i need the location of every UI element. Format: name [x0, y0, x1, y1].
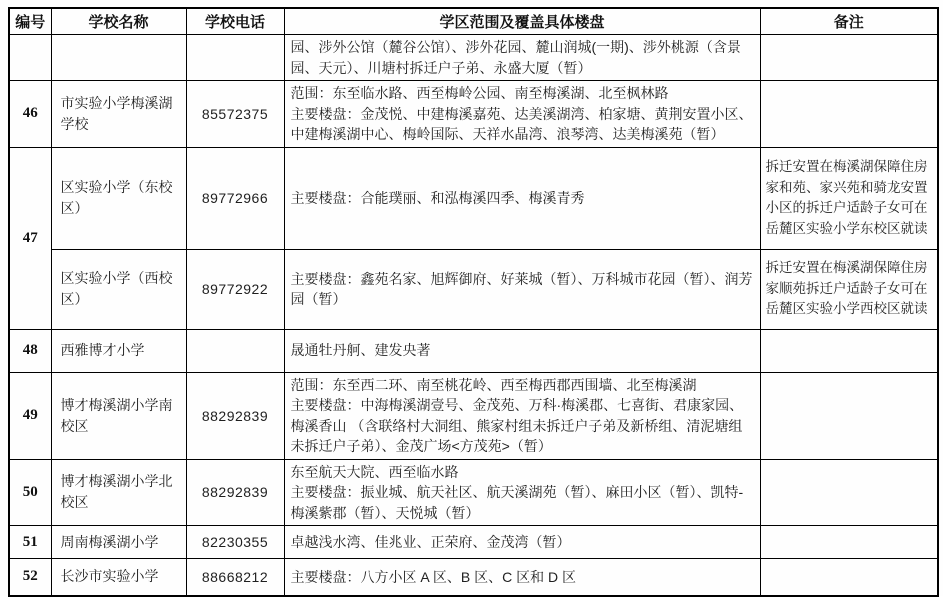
col-header-school-phone: 学校电话 [186, 8, 284, 35]
school-name-cell: 市实验小学梅溪湖学校 [51, 81, 186, 148]
estates-line: 主要楼盘：八方小区 A 区、B 区、C 区和 D 区 [290, 568, 576, 585]
estates-line: 主要楼盘：鑫苑名家、旭辉御府、好莱城（暂）、万科城市花园（暂）、润芳园（暂） [290, 270, 753, 307]
table-row-continuation [9, 35, 938, 81]
table-row-48 [9, 329, 938, 372]
table-header [9, 8, 938, 35]
district-range-cell [284, 249, 760, 329]
id-cell: 50 [9, 459, 51, 526]
col-header-id: 编号 [9, 8, 51, 35]
estates-line: 主要楼盘：振业城、航天社区、航天溪湖苑（暂）、麻田小区（暂）、凯特-梅溪紫郡（暂）、天悦城（暂） [290, 484, 744, 521]
district-range-cell [284, 147, 760, 249]
note-cell [760, 35, 938, 81]
school-phone-cell: 88292839 [186, 372, 284, 459]
id-cell: 46 [9, 81, 51, 148]
district-range-cell [284, 526, 760, 559]
id-cell: 52 [9, 559, 51, 596]
estates-line: 卓越浅水湾、佳兆业、正荣府、金茂湾（暂） [290, 533, 571, 550]
note-cell [760, 372, 938, 459]
note-cell: 拆迁安置在梅溪湖保障住房家顺苑拆迁户适龄子女可在岳麓区实验小学西校区就读 [760, 249, 938, 329]
school-name-cell: 区实验小学（西校区） [51, 249, 186, 329]
school-name-cell: 博才梅溪湖小学南校区 [51, 372, 186, 459]
id-cell-merged: 47 [9, 147, 51, 329]
school-phone-cell: 89772966 [186, 147, 284, 249]
school-phone-cell: 82230355 [186, 526, 284, 559]
table-row-52 [9, 559, 938, 596]
estates-line: 主要楼盘：合能璞丽、和泓梅溪四季、梅溪青秀 [290, 189, 585, 206]
district-range-cell [284, 81, 760, 148]
range-line: 范围：东至西二环、南至桃花岭、西至梅西郡西围墙、北至梅溪湖 [290, 376, 697, 393]
school-phone-cell: 85572375 [186, 81, 284, 148]
id-cell: 48 [9, 329, 51, 372]
note-cell [760, 526, 938, 559]
school-name-cell: 西雅博才小学 [51, 329, 186, 372]
school-phone-cell: 88292839 [186, 459, 284, 526]
table-row-50 [9, 459, 938, 526]
estates-line: 主要楼盘：金茂悦、中建梅溪嘉苑、达美溪湖湾、柏家塘、黄荆安置小区、中建梅溪湖中心、梅岭国际、天祥水晶湾、浪琴湾、达美梅溪苑（暂） [290, 105, 753, 142]
school-phone-cell: 88668212 [186, 559, 284, 596]
district-range-cell [284, 559, 760, 596]
note-cell [760, 81, 938, 148]
school-phone-cell [186, 329, 284, 372]
school-phone-cell [186, 35, 284, 81]
note-cell [760, 459, 938, 526]
school-district-table [8, 7, 939, 597]
col-header-school-name: 学校名称 [51, 8, 186, 35]
estates-line: 园、涉外公馆（麓谷公馆）、涉外花园、麓山润城(一期)、涉外桃源（含景园、天元）、川塘村拆迁户子弟、永盛大厦（暂） [290, 39, 741, 76]
district-range-cell [284, 372, 760, 459]
col-header-note: 备注 [760, 8, 938, 35]
table-row-49 [9, 372, 938, 459]
table-row-47-east [9, 147, 938, 249]
note-cell [760, 559, 938, 596]
table-row-51 [9, 526, 938, 559]
estates-line: 晟通牡丹舸、建发央著 [290, 342, 431, 359]
note-cell [760, 329, 938, 372]
range-line: 东至航天大院、西至临水路 [290, 463, 459, 480]
district-range-cell [284, 329, 760, 372]
id-cell [9, 35, 51, 81]
note-cell: 拆迁安置在梅溪湖保障住房家和苑、家兴苑和骑龙安置小区的拆迁户适龄子女可在岳麓区实验小学东校区就读 [760, 147, 938, 249]
school-name-cell [51, 35, 186, 81]
range-line: 范围：东至临水路、西至梅岭公园、南至梅溪湖、北至枫林路 [290, 85, 669, 101]
estates-line: 主要楼盘：中海梅溪湖壹号、金茂苑、万科·梅溪郡、七喜街、君康家园、梅溪香山 （含联络村大洞组、熊家村组未拆迁户子弟及新桥组、清泥塘组未拆迁户子弟）、金茂广场<方茂苑>（暂） [290, 397, 744, 454]
district-range-cell [284, 35, 760, 81]
id-cell: 51 [9, 526, 51, 559]
id-cell: 49 [9, 372, 51, 459]
school-name-cell: 区实验小学（东校区） [51, 147, 186, 249]
table-row-46 [9, 81, 938, 148]
school-phone-cell: 89772922 [186, 249, 284, 329]
header-row [9, 8, 938, 35]
district-range-cell [284, 459, 760, 526]
table-row-47-west [9, 249, 938, 329]
table-body [9, 35, 938, 596]
school-name-cell: 博才梅溪湖小学北校区 [51, 459, 186, 526]
col-header-district-range: 学区范围及覆盖具体楼盘 [284, 8, 760, 35]
school-name-cell: 周南梅溪湖小学 [51, 526, 186, 559]
school-name-cell: 长沙市实验小学 [51, 559, 186, 596]
